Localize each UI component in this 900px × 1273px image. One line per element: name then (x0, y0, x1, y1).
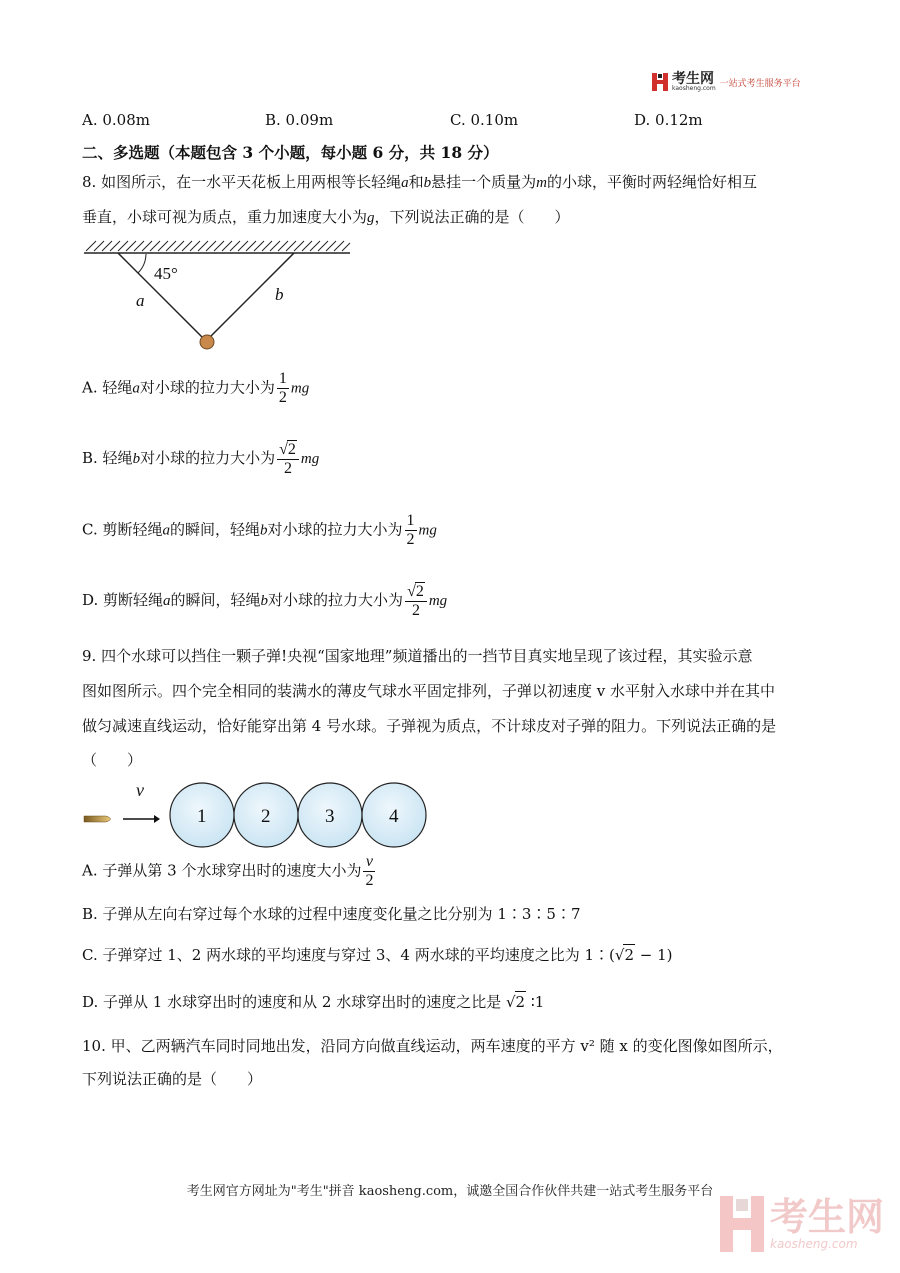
fraction (277, 370, 289, 407)
q7-option-d: D. 0.12m (634, 111, 703, 129)
angle-arc (138, 254, 146, 273)
q9-line4: （ ） (82, 751, 143, 769)
q9-option-d: D. 子弹从 1 水球穿出时的速度和从 2 水球穿出时的速度之比是 √2 ∶1 (82, 993, 545, 1011)
q9-line1: 9. 四个水球可以挡住一颗子弹!央视“国家地理”频道播出的一挡节目真实地呈现了该过程，其实验示意 (82, 647, 753, 665)
option-mg: mg (418, 522, 437, 539)
header-logo (652, 72, 801, 92)
q8-text: 和 (408, 173, 424, 191)
option-text: 对小球的拉力大小为 (268, 591, 404, 609)
option-var: a (162, 522, 170, 539)
section-title: 二、多选题（本题包含 3 个小题，每小题 6 分，共 18 分） (82, 143, 499, 162)
option-var: a (132, 380, 140, 397)
q8-text: 8. 如图所示，在一水平天花板上用两根等长轻绳 (82, 173, 402, 191)
option-mg: mg (428, 593, 448, 609)
option-text: B. 轻绳 (82, 449, 133, 467)
fraction-numerator: 1 (278, 370, 287, 387)
option-text: A. 轻绳 (82, 378, 133, 397)
footer-text: 考生网官方网址为"考生"拼音 kaosheng.com，诚邀全国合作伙伴共建一站式考生服务平台 (186, 1184, 714, 1199)
q7-option-a: A. 0.08m (82, 111, 150, 129)
header-slogan: 一站式考生服务平台 (719, 78, 801, 89)
header-brand: 考生网 (672, 71, 714, 87)
q9-option-b: B. 子弹从左向右穿过每个水球的过程中速度变化量之比分别为 1∶3∶5∶7 (82, 905, 581, 923)
ball-number: 1 (197, 806, 207, 827)
option-mg: mg (300, 451, 320, 467)
brand-logo-icon (652, 73, 668, 91)
option-text: ∶1 (526, 993, 545, 1011)
fraction-denominator: 2 (278, 389, 287, 406)
watermark-logo-icon (720, 1196, 764, 1252)
q7-option-c: C. 0.10m (450, 111, 519, 129)
fraction-denominator: 2 (406, 531, 415, 548)
q8-var-g: g (367, 210, 375, 226)
angle-label: 45° (154, 264, 178, 283)
option-text: D. 剪断轻绳 (82, 591, 164, 609)
q8-option-b (82, 440, 319, 478)
q9-figure (80, 774, 432, 850)
q8-text: 悬挂一个质量为 (431, 173, 537, 191)
option-text: 的瞬间，轻绳 (169, 520, 260, 539)
ceiling-hatch (84, 241, 350, 253)
option-text: 对小球的拉力大小为 (139, 378, 275, 397)
q9-option-c: C. 子弹穿过 1、2 两水球的平均速度与穿过 3、4 两水球的平均速度之比为 1∶(√2 − 1) (82, 946, 673, 964)
q8-text: 垂直，小球可视为质点，重力加速度大小为 (82, 208, 368, 226)
fraction (277, 440, 299, 478)
fraction (363, 853, 375, 890)
arrow-head-icon (154, 815, 160, 823)
option-text: D. 子弹从 1 水球穿出时的速度和从 2 水球穿出时的速度之比是 (82, 993, 506, 1011)
watermark (720, 1196, 884, 1252)
bullet-icon (84, 816, 111, 822)
ball-number: 4 (389, 806, 399, 827)
option-var: a (163, 593, 171, 609)
q8-figure (82, 236, 354, 356)
rope-b-label: b (275, 285, 284, 304)
q8-var-b: b (423, 175, 432, 191)
sqrt-radicand: 2 (415, 583, 424, 600)
sqrt-radicand: 2 (515, 993, 526, 1011)
watermark-brand: 考生网 (770, 1195, 885, 1239)
option-text: C. 子弹穿过 1、2 两水球的平均速度与穿过 3、4 两水球的平均速度之比为 1∶( (82, 946, 615, 964)
fraction-numerator: √2 (405, 582, 427, 602)
fraction-denominator: 2 (283, 460, 292, 477)
watermark-domain: kaosheng.com (770, 1237, 858, 1251)
velocity-label: v (136, 780, 144, 800)
fraction-numerator: √2 (277, 440, 299, 460)
fraction-denominator: 2 (365, 872, 374, 889)
option-text: 的瞬间，轻绳 (170, 591, 261, 609)
sqrt-radicand: 2 (624, 946, 635, 964)
q8-line2 (82, 207, 570, 228)
option-mg: mg (290, 380, 310, 397)
ball-number: 3 (325, 806, 335, 827)
ball-number: 2 (261, 806, 271, 827)
fraction (405, 512, 417, 549)
option-text: − 1) (635, 946, 673, 964)
q8-option-a (82, 370, 309, 407)
option-var: b (132, 451, 141, 467)
q8-option-c (82, 512, 437, 549)
option-text: 对小球的拉力大小为 (140, 449, 276, 467)
q9-option-a (82, 853, 377, 890)
q8-var-a: a (401, 175, 409, 191)
rope-a-label: a (136, 291, 145, 310)
q8-var-m: m (536, 175, 547, 191)
fraction (405, 582, 427, 620)
q8-option-d (82, 582, 447, 620)
q10-line2: 下列说法正确的是（ ） (82, 1070, 263, 1088)
fraction-denominator: 2 (411, 602, 420, 619)
option-var: b (260, 522, 268, 539)
q8-text: 的小球，平衡时两轻绳恰好相互 (546, 173, 757, 191)
option-text: C. 剪断轻绳 (82, 520, 163, 539)
q10-line1: 10. 甲、乙两辆汽车同时同地出发，沿同方向做直线运动，两车速度的平方 v² 随 x 的变化图像如图所示， (82, 1037, 783, 1055)
option-text: A. 子弹从第 3 个水球穿出时的速度大小为 (82, 861, 362, 880)
q9-line3: 做匀减速直线运动，恰好能穿出第 4 号水球。子弹视为质点，不计球皮对子弹的阻力。下列说法正确的是 (82, 717, 777, 735)
option-text: 对小球的拉力大小为 (267, 520, 403, 539)
q7-option-b: B. 0.09m (265, 111, 334, 129)
fraction-numerator: v (363, 853, 375, 872)
ball-icon (200, 335, 214, 349)
header-domain: kaosheng.com (672, 85, 716, 92)
q8-text: ，下列说法正确的是（ ） (374, 208, 570, 226)
option-var: b (260, 593, 269, 609)
q9-line2: 图如图所示。四个完全相同的装满水的薄皮气球水平固定排列，子弹以初速度 v 水平射入水球中并在其中 (82, 682, 776, 700)
fraction-numerator: 1 (406, 512, 415, 529)
sqrt-radicand: 2 (287, 441, 296, 458)
q8-line1 (82, 172, 757, 193)
